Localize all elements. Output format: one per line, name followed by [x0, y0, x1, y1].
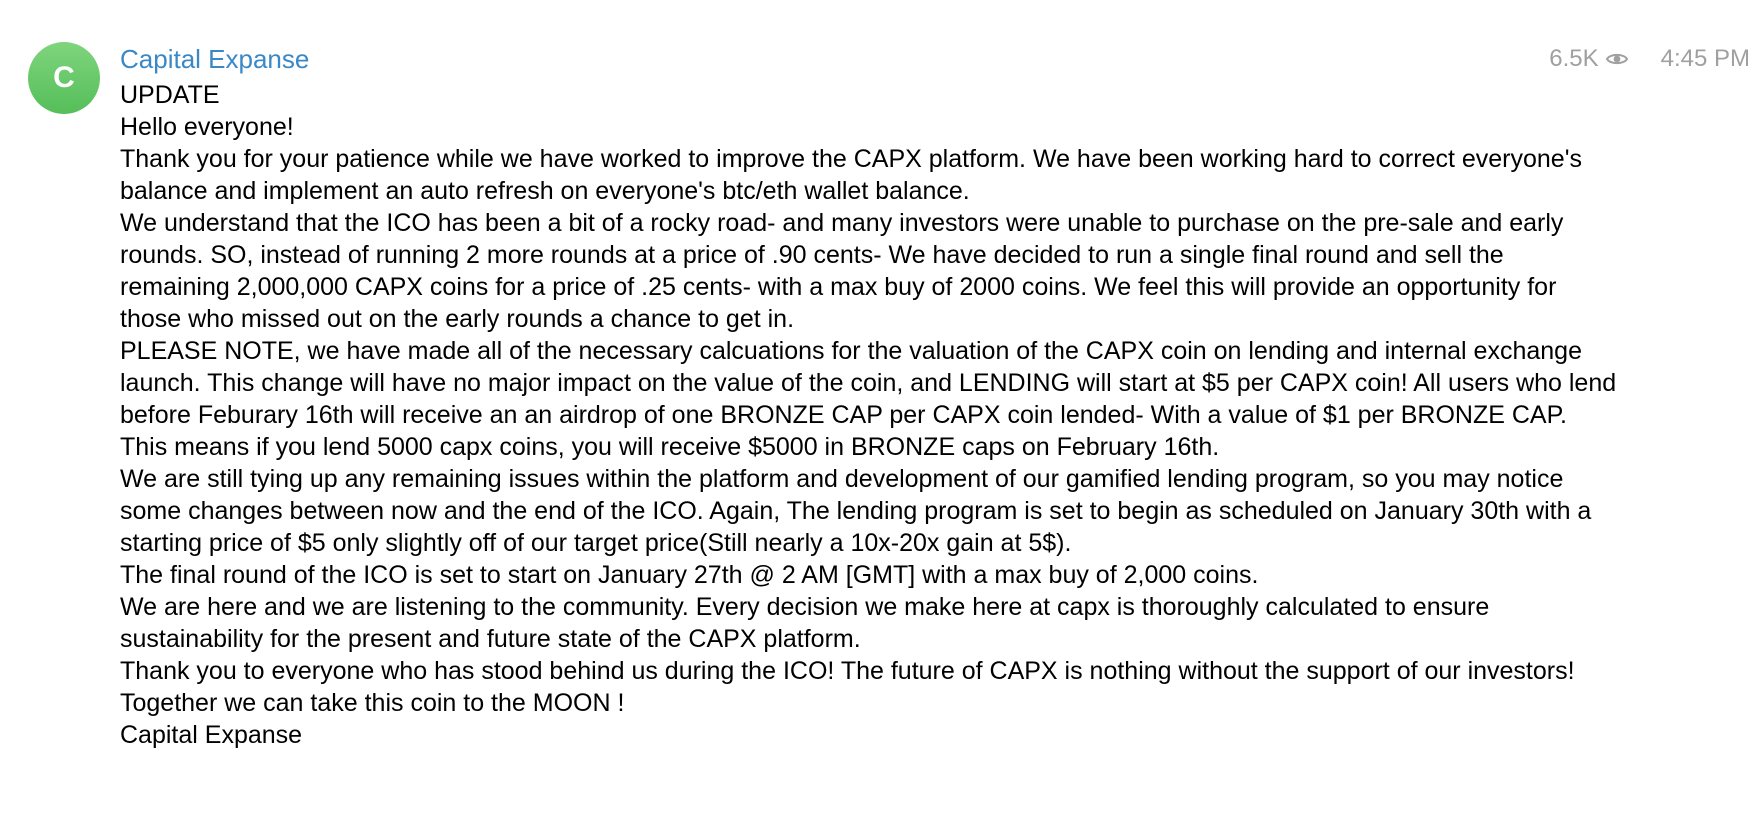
message-signature: Capital Expanse: [120, 721, 303, 749]
message-body: [120, 79, 1620, 751]
message-paragraph: We are here and we are listening to the community. Every decision we make here at capx is thoroughly calculated to ensure sustainability for the present and future state of the CAPX platform.: [120, 593, 1490, 653]
message-paragraph: The final round of the ICO is set to start on January 27th @ 2 AM [GMT] with a max buy of 2,000 coins.: [120, 561, 1259, 589]
message-paragraph: We understand that the ICO has been a bit of a rocky road- and many investors were unable to purchase on the pre-sale and early rounds. SO, instead of running 2 more rounds at a price of .90 cents- We have decided to run a single final round and sell the remaining 2,000,000 CAPX coins for a price of .25 cents- with a max buy of 2000 coins. We feel this will provide an opportunity for those who missed out on the early rounds a chance to get in.: [120, 209, 1564, 333]
message-meta: [1549, 43, 1750, 75]
avatar-letter: C: [53, 61, 75, 94]
message-paragraph: UPDATE: [120, 81, 220, 109]
message-paragraph: Thank you for your patience while we have worked to improve the CAPX platform. We have been working hard to correct everyone's balance and implement an auto refresh on everyone's btc/eth wallet balance.: [120, 145, 1582, 205]
message-time: 4:45 PM: [1660, 45, 1750, 72]
view-count: 6.5K: [1549, 45, 1599, 72]
message-paragraph: We are still tying up any remaining issues within the platform and development of our gamified lending program, so you may notice some changes between now and the end of the ICO. Again, The lending program is set to begin as scheduled on January 30th with a starting price of $5 only slightly off of our target price(Still nearly a 10x-20x gain at 5$).: [120, 465, 1592, 557]
eye-icon: [1605, 47, 1629, 71]
sender-name[interactable]: Capital Expanse: [120, 44, 310, 74]
message-paragraph: PLEASE NOTE, we have made all of the necessary calcuations for the valuation of the CAPX coin on lending and internal exchange launch. This change will have no major impact on the value of the coin, and LENDING will start at $5 per CAPX coin! All users who lend before Feburary 16th will receive an an airdrop of one BRONZE CAP per CAPX coin lended- With a value of $1 per BRONZE CAP. This means if you lend 5000 capx coins, you will receive $5000 in BRONZE caps on February 16th.: [120, 337, 1617, 461]
message-paragraph: Hello everyone!: [120, 113, 294, 141]
avatar[interactable]: [28, 42, 100, 114]
message-paragraph: Thank you to everyone who has stood behind us during the ICO! The future of CAPX is nothing without the support of our investors! Together we can take this coin to the MOON !: [120, 657, 1575, 717]
